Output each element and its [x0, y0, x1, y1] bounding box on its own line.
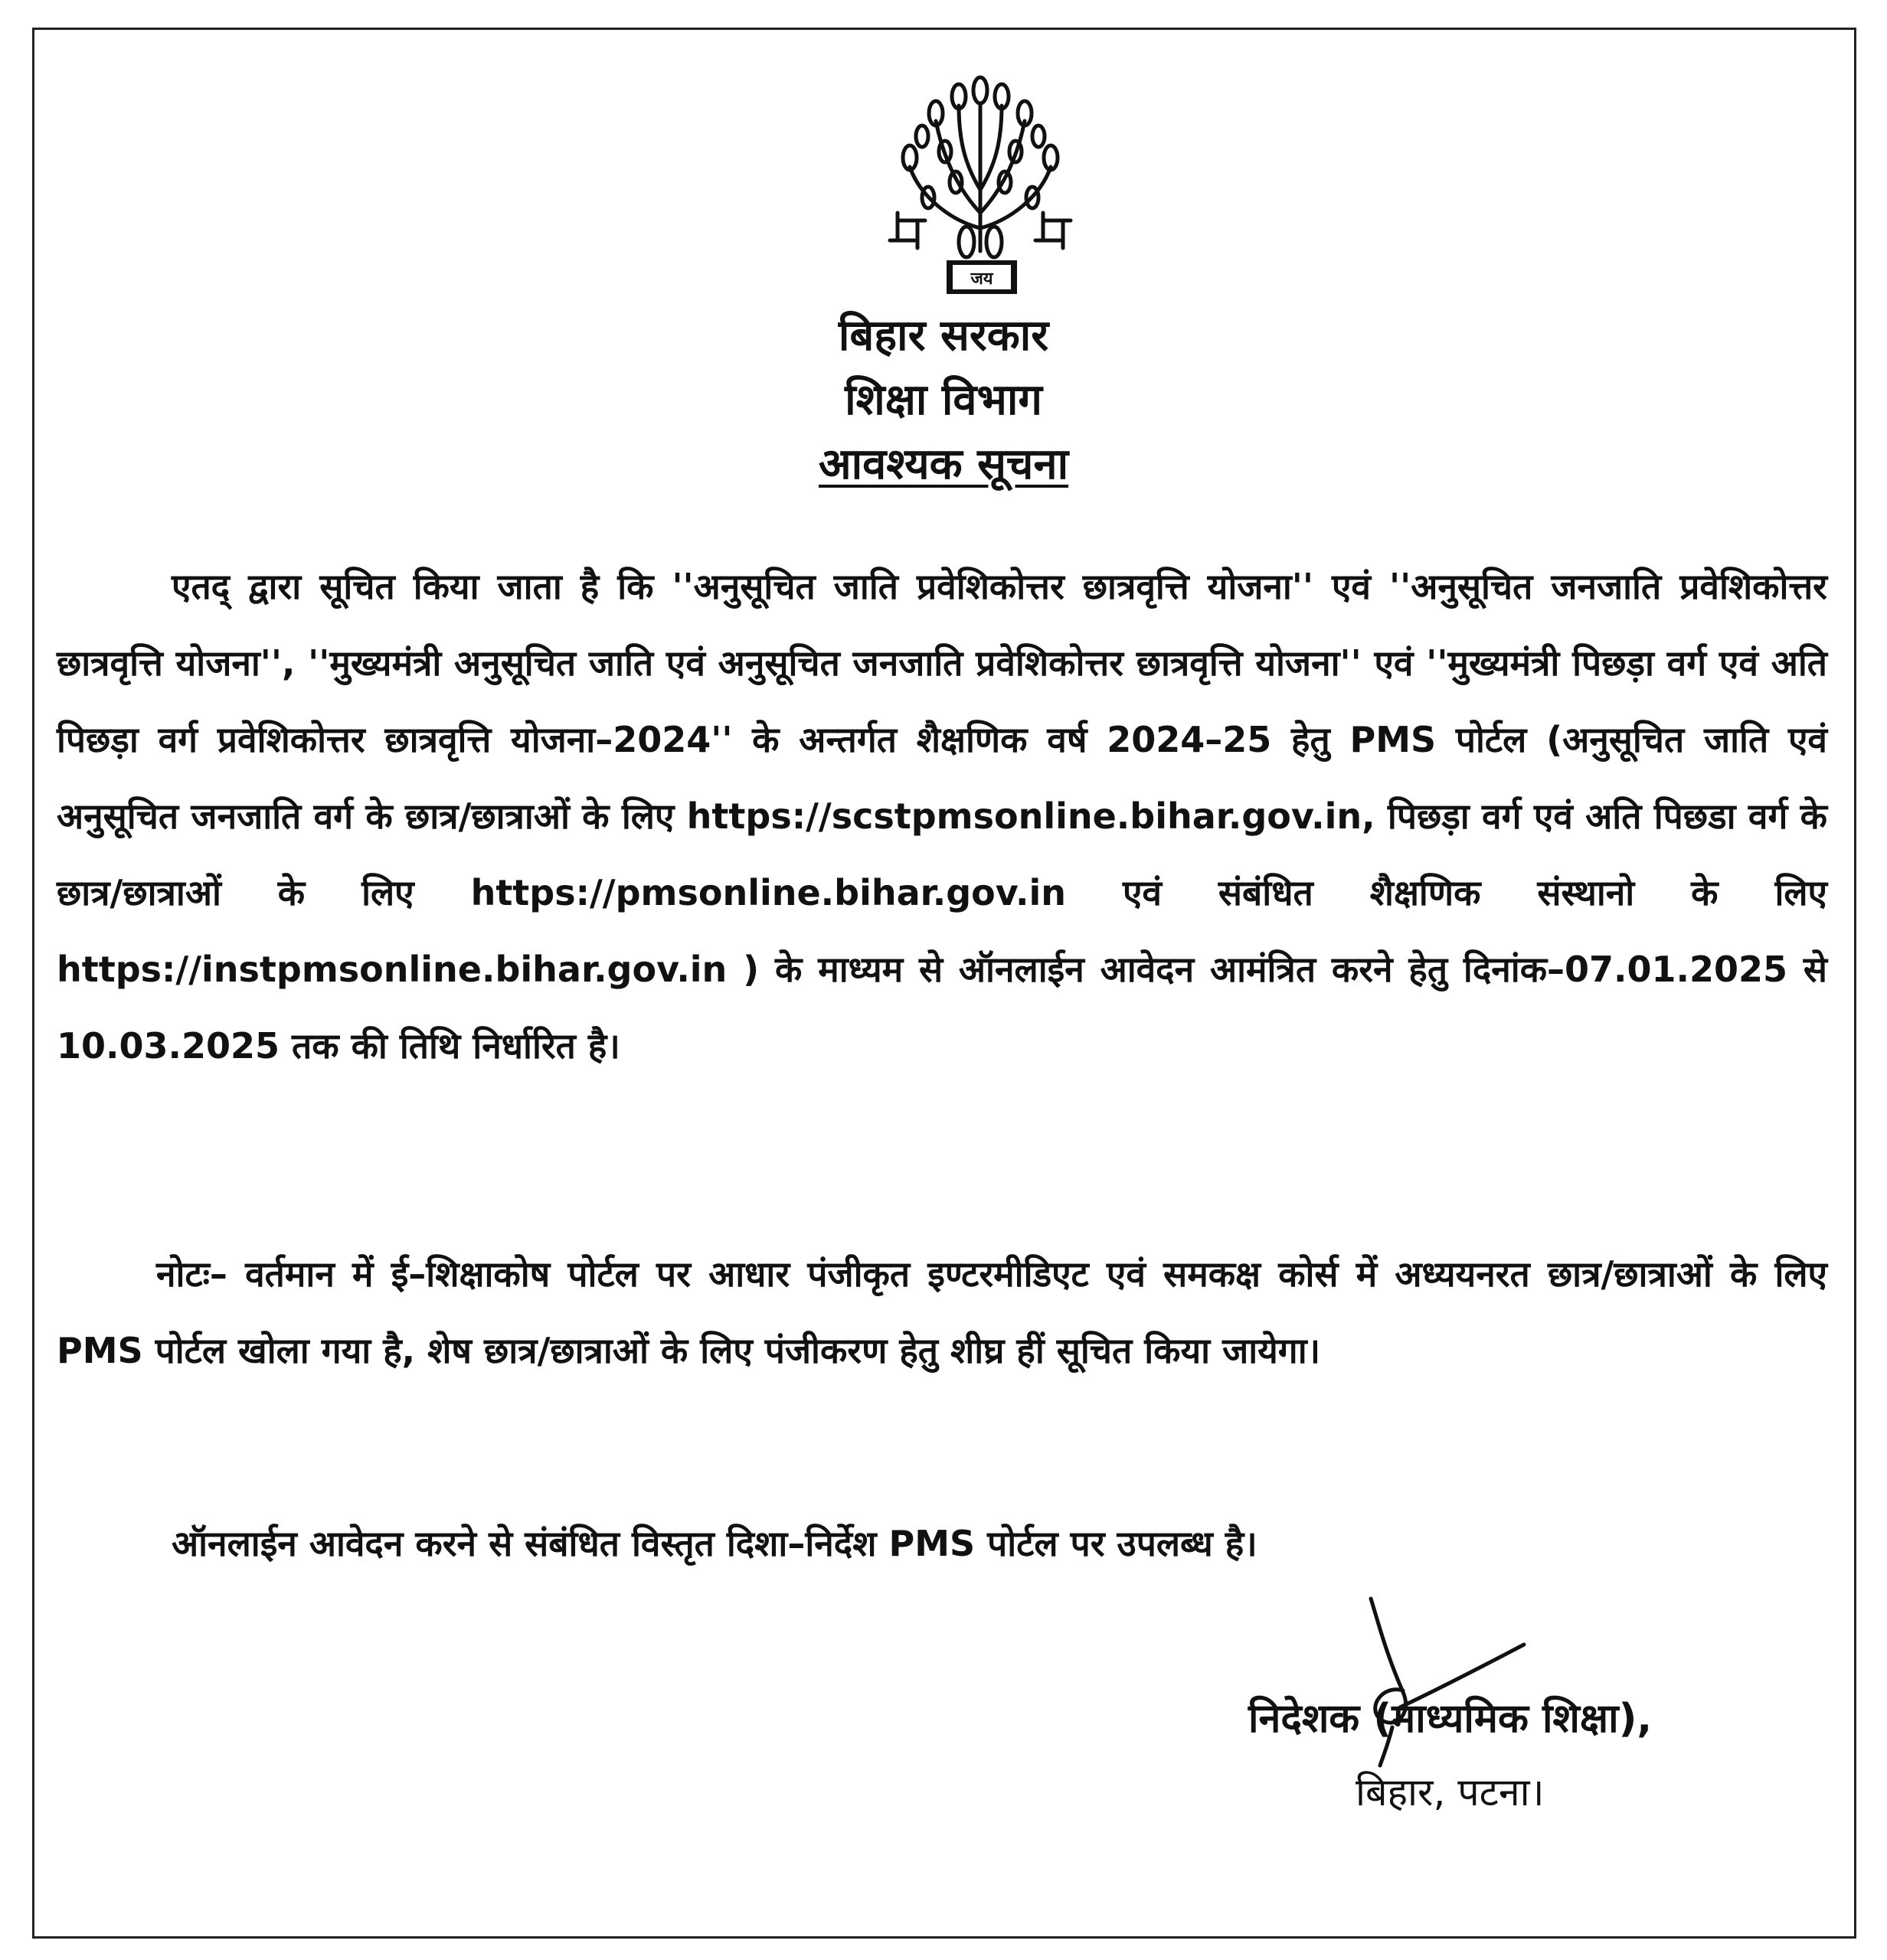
department-name: शिक्षा विभाग	[845, 375, 1042, 425]
bihar-emblem-logo	[882, 60, 1081, 305]
notice-paragraph-note: नोटः– वर्तमान में ई–शिक्षाकोष पोर्टल पर आधार पंजीकृत इण्टरमीडिएट एवं समकक्ष कोर्स में अध्ययनरत छात्र/छात्राओं के लिए PMS पोर्टल खोला गया है, शेष छात्र/छात्राओं के लिए पंजीकरण हेतु शीघ्र हीं सूचित किया जायेगा।	[57, 1253, 1827, 1371]
signatory-designation: निदेशक (माध्यमिक शिक्षा),	[1248, 1696, 1653, 1742]
notice-paragraph-main: एतद् द्वारा सूचित किया जाता है कि ''अनुसूचित जाति प्रवेशिकोत्तर छात्रवृत्ति योजना'' एवं ''अनुसूचित जनजाति प्रवेशिकोत्तर छात्रवृत्ति योजना'', ''मुख्यमंत्री अनुसूचित जाति एवं अनुसूचित जनजाति प्रवेशिकोत्तर छात्रवृत्ति योजना'' एवं ''मुख्यमंत्री पिछड़ा वर्ग एवं अति पिछड़ा वर्ग प्रवेशिकोत्तर छात्रवृत्ति योजना–2024'' के अन्तर्गत शैक्षणिक वर्ष 2024–25 हेतु PMS पोर्टल (अनुसूचित जाति एवं अनुसूचित जनजाति वर्ग के छात्र/छात्राओं के लिए https://scstpmsonline.bihar.gov.in, पिछड़ा वर्ग एवं अति पिछडा वर्ग के छात्र/छात्राओं के लिए https://pmsonline.bihar.gov.in एवं संबंधित शैक्षणिक संस्थानो के लिए https://instpmsonline.bihar.gov.in ) के माध्यम से ऑनलाईन आवेदन आमंत्रित करने हेतु दिनांक–07.01.2025 से 10.03.2025 तक की तिथि निर्धारित है।	[57, 566, 1827, 1067]
notice-title	[0, 438, 1887, 492]
notice-title-text: आवश्यक सूचना	[818, 439, 1069, 489]
emblem-label: जय	[970, 270, 993, 289]
signatory-location: बिहार, पटना।	[1356, 1770, 1545, 1815]
notice-paragraph-guidelines: ऑनलाईन आवेदन करने से संबंधित विस्तृत दिशा–निर्देश PMS पोर्टल पर उपलब्ध है।	[172, 1523, 1257, 1564]
government-name: बिहार सरकार	[838, 311, 1049, 361]
